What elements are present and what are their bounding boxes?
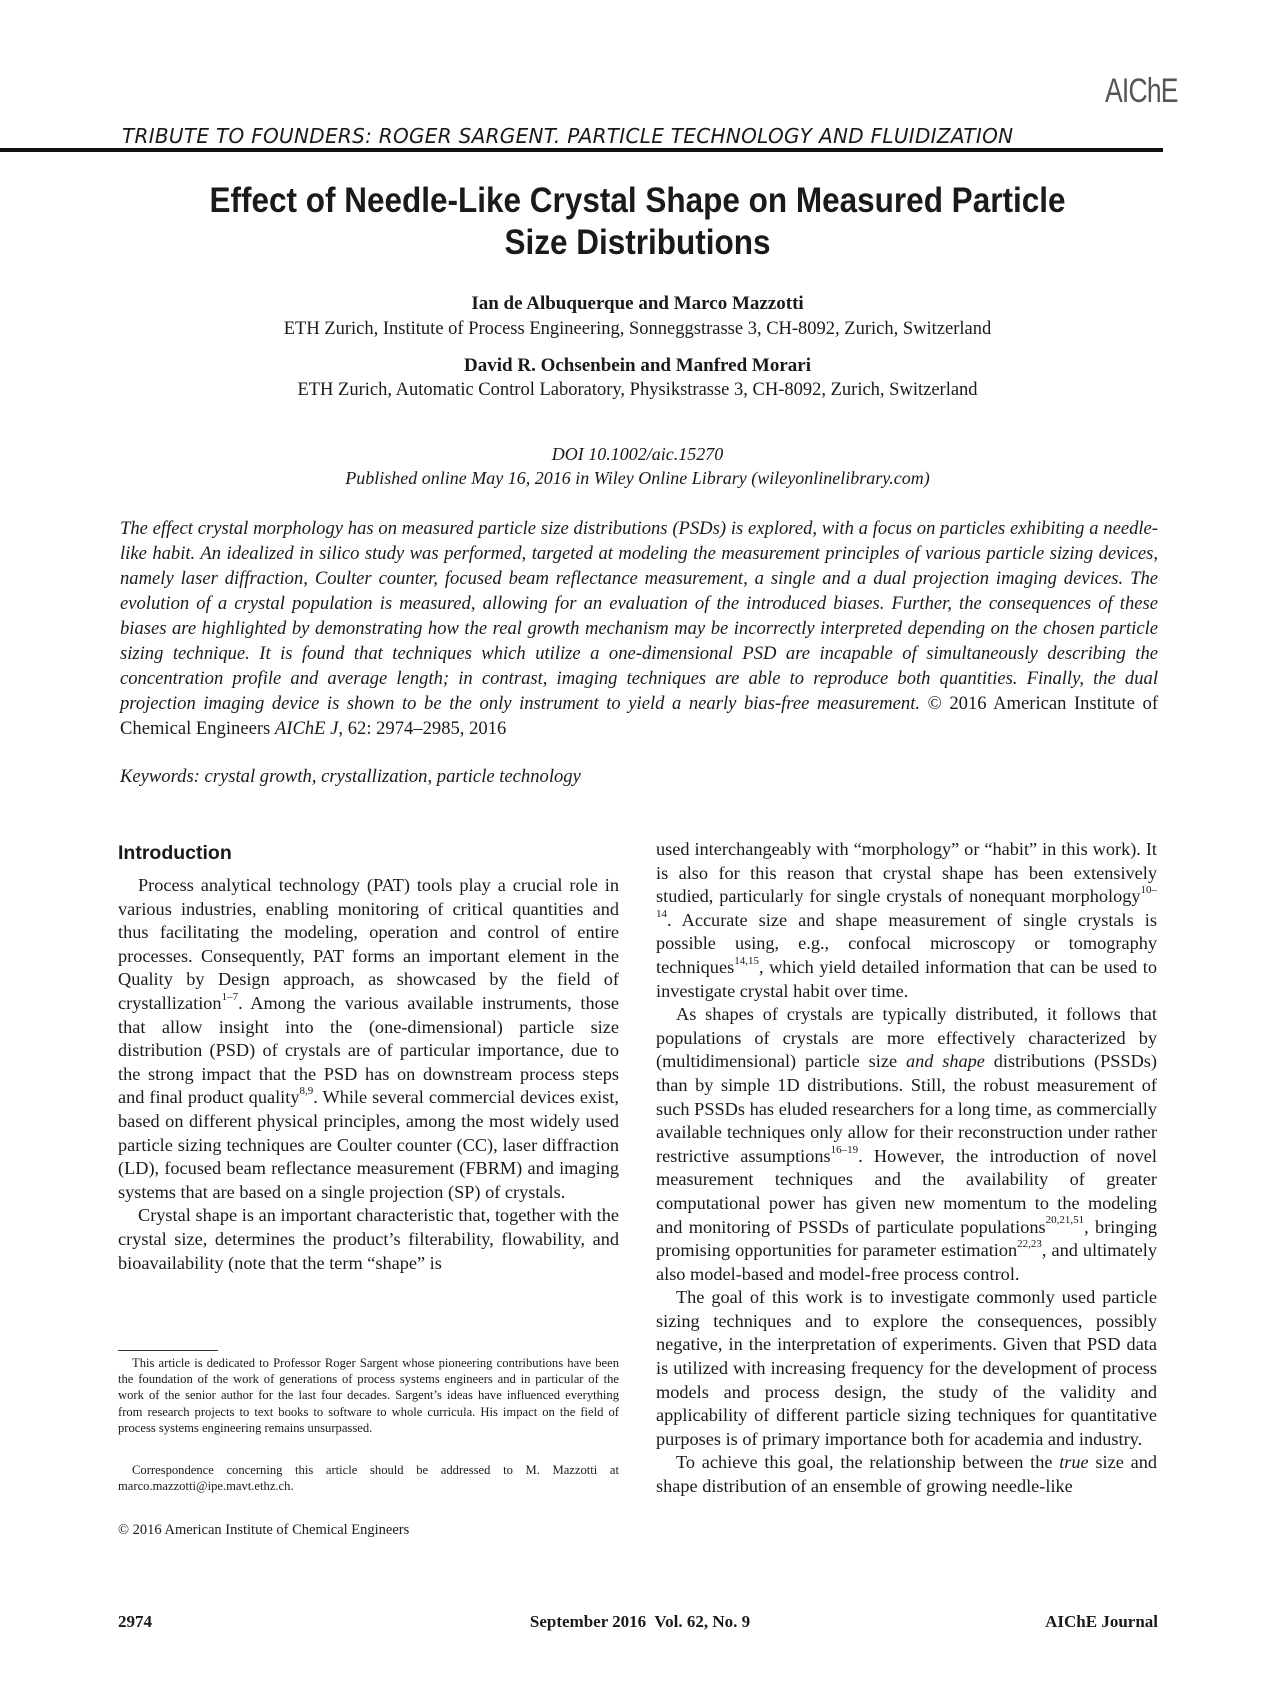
- paragraph: Process analytical technology (PAT) tools play a crucial role in various industries, enabling monitoring of critical quantities and thus facilitating the modeling, operation and control of entire processes. Consequently, PAT forms an important element in the Quality by Design approach, as showcased by the field of crystallization$^{1-7}$. Among the various available instruments, those that allow insight into the (one-dimensional) particle size distribution (PSD) of crystals are of particular importance, due to the strong impact that the PSD has on downstream process steps and final product quality$^{8,9}$. While several commercial devices exist, based on different physical principles, among the most widely used particle sizing techniques are Coulter counter (CC), laser diffraction (LD), focused beam reflectance measurement (FBRM) and imaging systems that are based on a single projection (SP) of crystals.: [118, 875, 619, 1202]
- title-line-2: Size Distributions: [504, 223, 771, 262]
- author-affiliation-2: ETH Zurich, Automatic Control Laboratory, Physikstrasse 3, CH-8092, Zurich, Switzerland: [297, 380, 978, 400]
- left-column: [118, 874, 619, 1275]
- author-names-2: David R. Ochsenbein and Manfred Morari: [464, 355, 811, 376]
- citation-ref: 1–7: [221, 990, 239, 1003]
- journal-abbrev: AIChE J: [274, 718, 339, 739]
- citation-ref: 22,23: [1017, 1238, 1042, 1250]
- footnote-rule: [118, 1350, 218, 1351]
- paragraph: To achieve this goal, the relationship between the true size and shape distribution of an ensemble of growing needle-like: [656, 1452, 1157, 1497]
- paragraph: Crystal shape is an important characteristic that, together with the crystal size, determines the product’s filterability, flowability, and bioavailability (note that the term “shape” is: [118, 1205, 619, 1273]
- abstract: [120, 516, 1158, 741]
- footnote-dedication: This article is dedicated to Professor Roger Sargent whose pioneering contributions have been the foundation of the work of generations of process systems engineers and in particular of the work of the senior author for the last four decades. Sargent’s ideas have influenced everything from research projects to text books to software to whole curricula. His impact on the field of process systems engineering remains unsurpassed.: [118, 1356, 619, 1435]
- abstract-text: The effect crystal morphology has on measured particle size distributions (PSDs) is explored, with a focus on particles exhibiting a needle-like habit. An idealized in silico study was performed, targeted at modeling the measurement principles of various particle sizing devices, namely laser diffraction, Coulter counter, focused beam reflectance measurement, a single and a dual projection imaging devices. The evolution of a crystal population is measured, allowing for an evaluation of the introduced biases. Further, the consequences of these biases are highlighted by demonstrating how the real growth mechanism may be incorrectly interpreted depending on the chosen particle sizing technique. It is found that techniques which utilize a one-dimensional PSD are incapable of simultaneously describing the concentration profile and average length; in contrast, imaging techniques are able to reproduce both quantities. Finally, the dual projection imaging device is shown to be the only instrument to yield a nearly bias-free measurement.: [120, 518, 1158, 714]
- keywords: Keywords: crystal growth, crystallization, particle technology: [120, 766, 581, 787]
- paragraph: used interchangeably with “morphology” or “habit” in this work). It is also for this reason that crystal shape has been extensively studied, particularly for single crystals of nonequant morphology$^{10-14}$. Accurate size and shape measurement of single crystals is possible using, e.g., confocal microscopy or tomography techniques$^{14,15}$, which yield detailed information that can be used to investigate crystal habit over time.: [656, 839, 1157, 1001]
- abstract-citation: , 62: 2974–2985, 2016: [338, 718, 507, 739]
- issue-info: September 2016 Vol. 62, No. 9: [529, 1612, 751, 1631]
- journal-logo: AIChE: [1104, 72, 1178, 110]
- citation-ref: 20,21,51: [1045, 1214, 1085, 1227]
- published-info: Published online May 16, 2016 in Wiley Online Library (wileyonlinelibrary.com): [345, 468, 930, 488]
- doi: DOI 10.1002/aic.15270: [551, 444, 724, 464]
- introduction-heading: Introduction: [118, 842, 232, 864]
- citation-ref: 16–19: [830, 1143, 859, 1156]
- right-column: [656, 838, 1157, 1499]
- author-names-1: Ian de Albuquerque and Marco Mazzotti: [471, 293, 804, 314]
- author-affiliation-1: ETH Zurich, Institute of Process Engineering, Sonneggstrasse 3, CH-8092, Zurich, Switzerland: [283, 319, 992, 339]
- section-banner: TRIBUTE TO FOUNDERS: ROGER SARGENT. PARTICLE TECHNOLOGY AND FLUIDIZATION: [122, 124, 1014, 148]
- journal-name: AIChE Journal: [1045, 1612, 1158, 1631]
- page-number: 2974: [118, 1612, 152, 1631]
- citation-ref: 14,15: [734, 954, 759, 967]
- article-title: [172, 180, 1104, 264]
- citation-ref: 8,9: [299, 1085, 314, 1098]
- paragraph: As shapes of crystals are typically distributed, it follows that populations of crystals are more effectively characterized by (multidimensional) particle size and shape distributions (PSSDs) than by simple 1D distributions. Still, the robust measurement of such PSSDs has eluded researchers for a long time, as commercially available techniques only allow for their reconstruction under rather restrictive assumptions$^{16-19}$. However, the introduction of novel measurement techniques and the availability of greater computational power has given new momentum to the modeling and monitoring of PSSDs of particulate populations$^{20,21,51}$, bringing promising opportunities for parameter estimation$^{22,23}$, and ultimately also model-based and model-free process control.: [656, 1004, 1158, 1284]
- copyright-notice: © 2016 American Institute of Chemical Engineers: [118, 1522, 410, 1538]
- abstract-copyright: © 2016 American Institute of Chemical Engineers: [120, 693, 1159, 739]
- footnote-correspondence: Correspondence concerning this article should be addressed to M. Mazzotti at marco.mazzotti@ipe.mavt.ethz.ch.: [118, 1463, 619, 1494]
- banner-rule: [0, 148, 1163, 152]
- paragraph: The goal of this work is to investigate commonly used particle sizing techniques and to explore the consequences, possibly negative, in the interpretation of experiments. Given that PSD data is utilized with increasing frequency for the development of process models and process design, the study of the validity and applicability of different particle sizing techniques for quantitative purposes is of primary importance both for academia and industry.: [656, 1287, 1157, 1449]
- title-line-1: Effect of Needle-Like Crystal Shape on Measured Particle: [209, 181, 1066, 220]
- citation-ref: 10–14: [656, 884, 1157, 920]
